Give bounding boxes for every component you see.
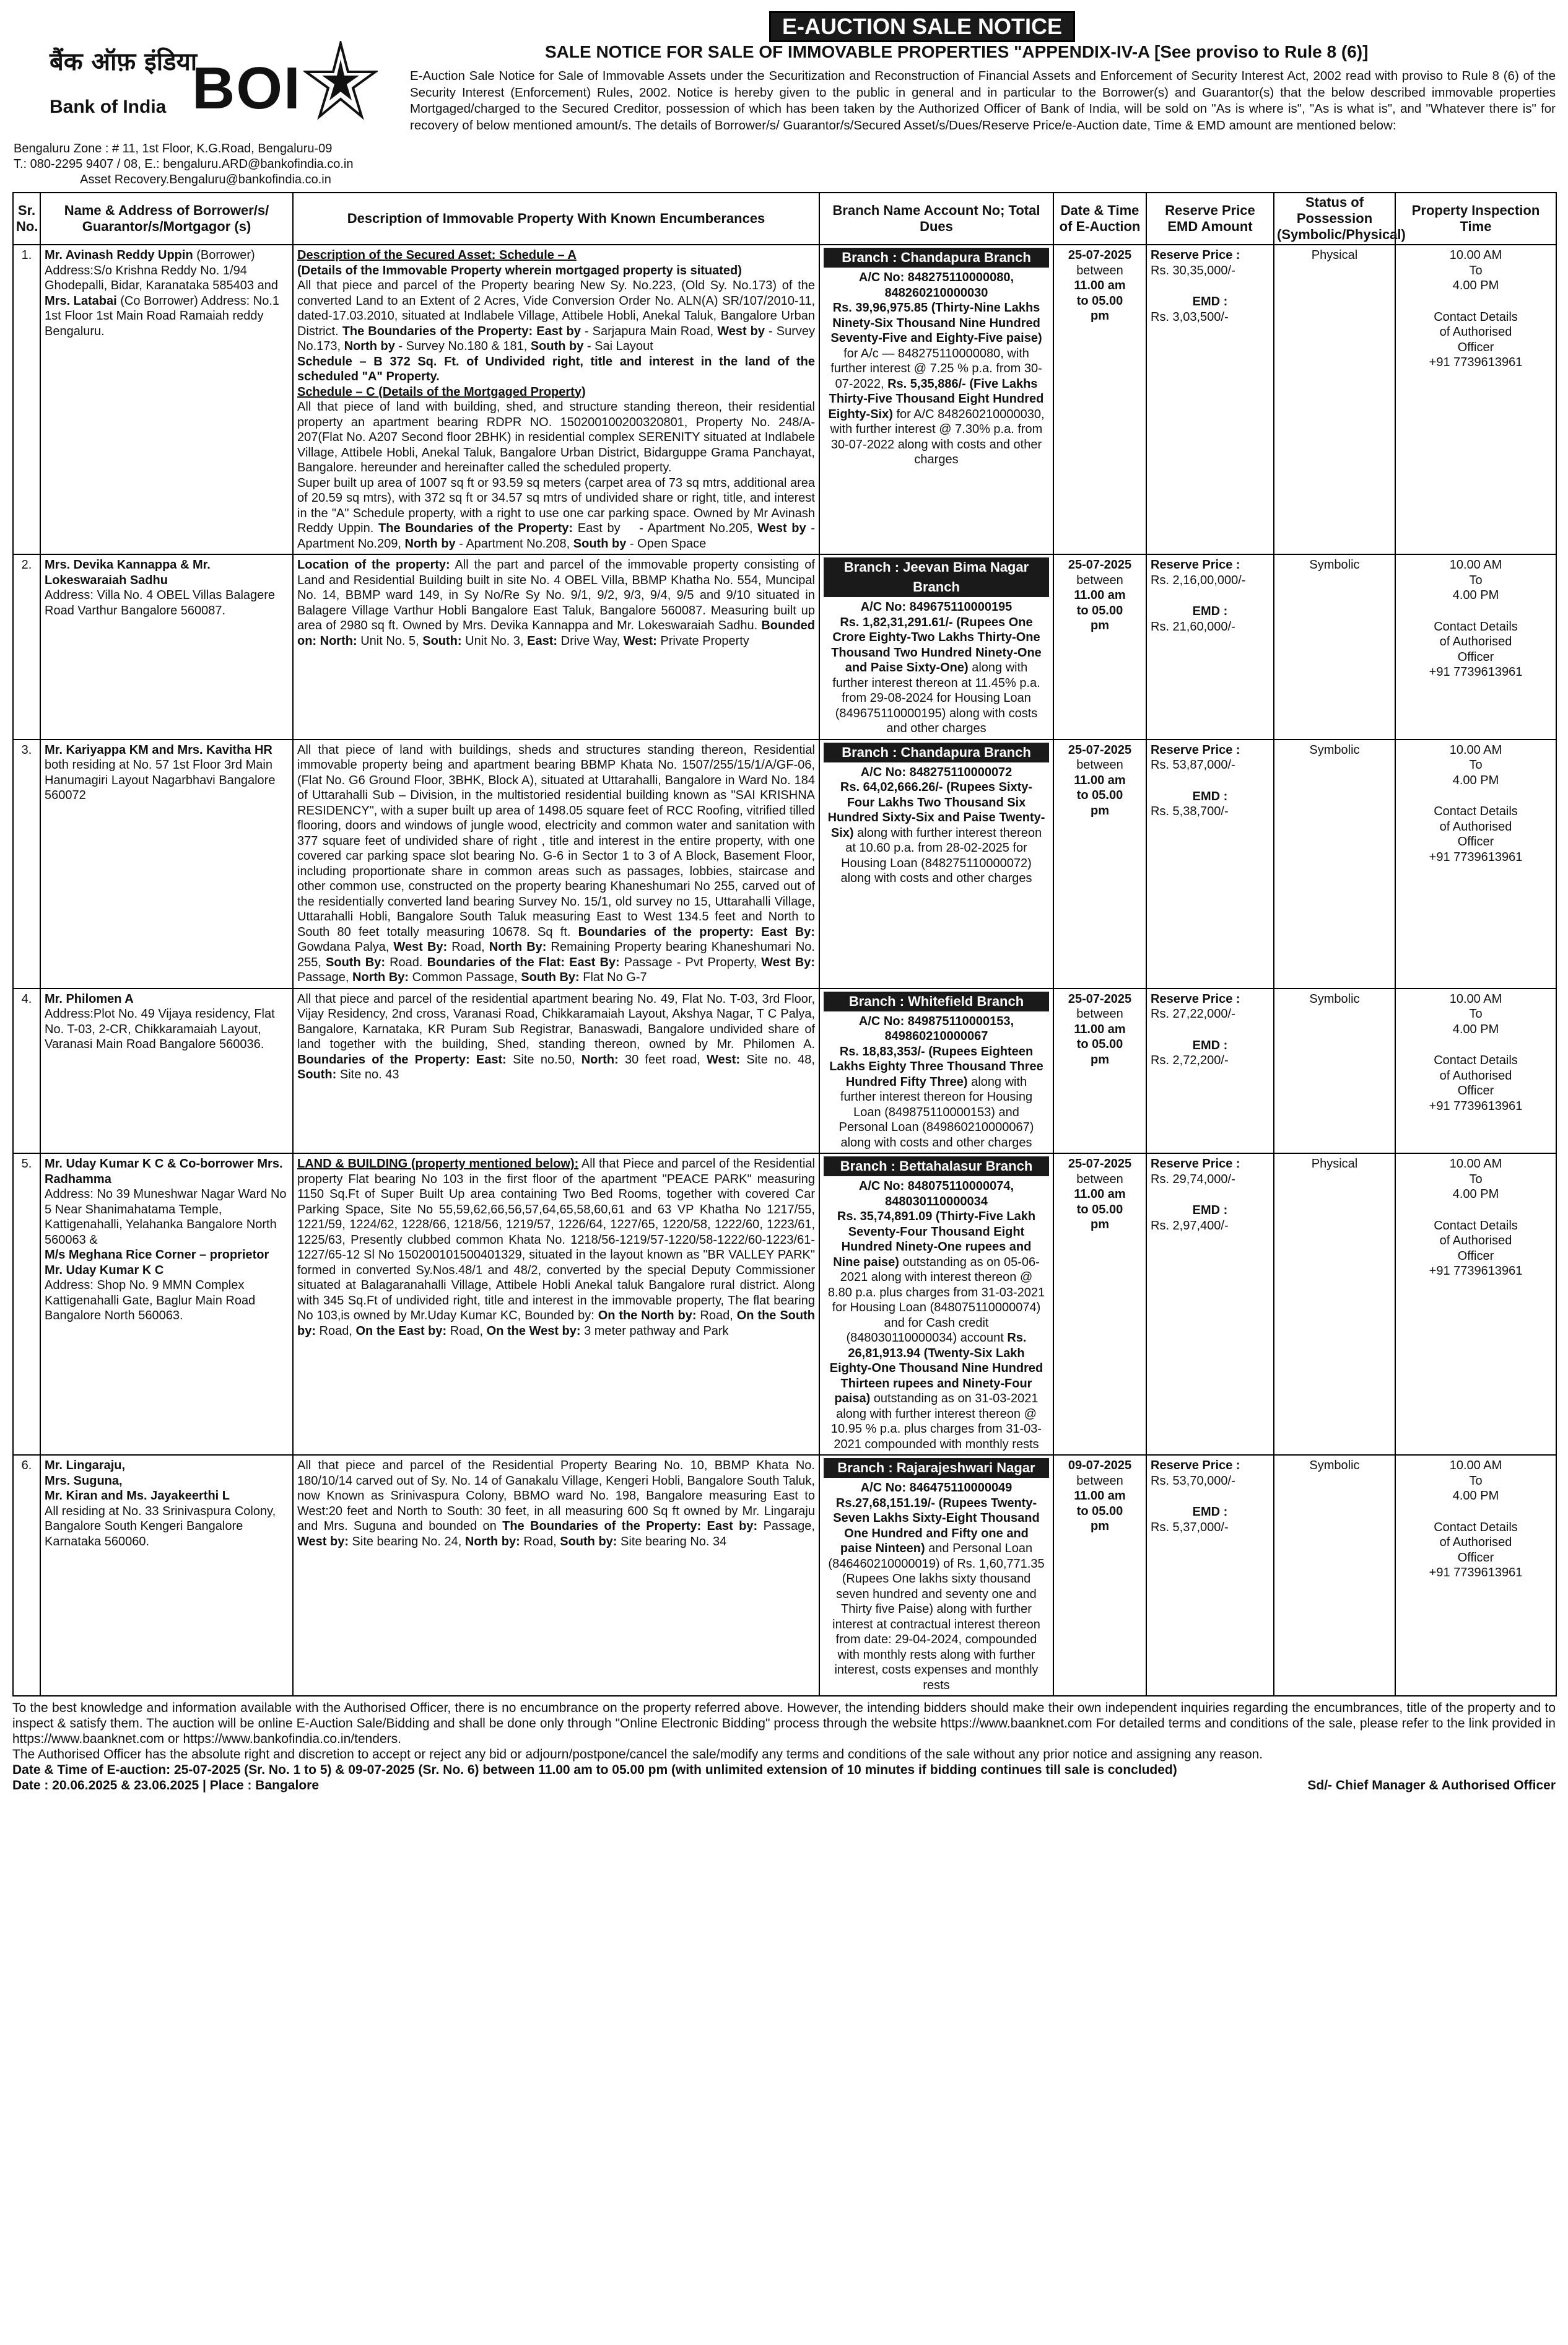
inspection-line: To [1469,1172,1483,1186]
branch-name: Branch : Whitefield Branch [824,992,1049,1011]
property-description: All that piece of land with buildings, sheds and structures standing thereon, Residential immovable property being and apartment bearing BBMP Khata No. 1507/255/15/1/A/GF-06, (Flat No. G6 Ground Floor, 3BHK, Block A), situated at Uttarahalli, Bangalore in Ward No. 184 of Uttarahalli Sub – Division, in the multistoried residential building known as "SAI KRISHNA RESIDENCY", with a super built up area of 1498.05 square feet of RCC Roofing, vitrified tilled flooring, doors and windows of jungle wood, electricity and common water and sanitation with 377 square feet of undivided share of right , title and interest in the entire property, with one covered car parking space slot bearing No. G-6 in Sector 1 to 3 of A Block, Basement Floor, including proportionate share in common areas such as passages, lobbies, staircase and other common use, constructed on the property bearing Khaneshumari No 255, carved out of the residentially converted land bearing Survey No. 15/1, old survey no 15, Uttarahalli Village, Uttarahalli Hobli, Bangalore South Taluk measuring East to West 134.5 feet and North to South 80 feet totally measuring 10678. Sq ft. Boundaries of the property: East By: Gowdana Palya, West By: Road, North By: Remaining Property bearing Khaneshumari No. 255, South By: Road. Boundaries of the Flat: East By: Passage - Pvt Property, West By: Passage, North By: Common Passage, South By: Flat No G-7 [293,740,819,989]
emd-value: Rs. 2,72,200/- [1151,1054,1229,1067]
inspection-time [1395,245,1556,554]
notice-header [12,11,1556,192]
col-date: Date & Time of E-Auction [1053,193,1146,245]
serial-number: 3. [13,740,40,989]
table-row [13,989,1556,1154]
table-header-row [13,193,1556,245]
bank-short-name: BOI [192,55,302,121]
emd-label: EMD : [1192,789,1228,803]
reserve-label: Reserve Price : [1151,248,1240,262]
signature: Sd/- Chief Manager & Authorised Officer [1307,1778,1556,1793]
footer-rights: The Authorised Officer has the absolute right and discretion to accept or reject any bid or adjourn/postpone/cancel the sale/modify any terms and conditions of the sale without any prior notice and assigning any reason. [12,1747,1263,1762]
auction-date: 25-07-2025 between 11.00 am to 05.00 pm [1053,245,1146,554]
table-row [13,1455,1556,1696]
possession-status: Symbolic [1274,740,1395,989]
zone-line: Bengaluru Zone : # 11, 1st Floor, K.G.Road, Bengaluru-09 [14,142,333,155]
inspection-line: To [1469,1007,1483,1021]
emd-label: EMD : [1192,1203,1228,1217]
branch-name: Branch : Bettahalasur Branch [824,1156,1049,1176]
auction-banner: E-AUCTION SALE NOTICE [769,11,1075,42]
contact-line: of Authorised [1439,325,1512,339]
table-row [13,740,1556,989]
borrower-details: Mr. Philomen A Address:Plot No. 49 Vijaya residency, Flat No. T-03, 2-CR, Chikkaramaiah Layout, Varanasi Main Road Bangalore 560036. [40,989,293,1154]
borrower-details: Mr. Lingaraju, Mrs. Suguna, Mr. Kiran and Ms. Jayakeerthi L All residing at No. 33 Srinivaspura Colony, Bangalore South Kengeri Bangalore Karnataka 560060. [40,1455,293,1696]
borrower-details: Mrs. Devika Kannappa & Mr. Lokeswaraiah Sadhu Address: Villa No. 4 OBEL Villas Balagere Road Varthur Bangalore 560087. [40,554,293,740]
contact-line: Contact Details [1434,1054,1518,1067]
possession-status: Symbolic [1274,554,1395,740]
branch-dues [819,554,1053,740]
auction-date: 25-07-2025 between 11.00 am to 05.00 pm [1053,740,1146,989]
branch-dues [819,1455,1053,1696]
contact-line: +91 7739613961 [1429,1566,1523,1579]
emd-label: EMD : [1192,295,1228,308]
inspection-line: 10.00 AM [1449,743,1502,757]
branch-dues [819,740,1053,989]
serial-number: 1. [13,245,40,554]
branch-dues [819,245,1053,554]
table-row [13,554,1556,740]
emd-label: EMD : [1192,1038,1228,1052]
inspection-line: 10.00 AM [1449,1157,1502,1171]
contact-line: Contact Details [1434,805,1518,818]
emd-value: Rs. 5,37,000/- [1151,1520,1229,1534]
inspection-line: To [1469,263,1483,277]
inspection-line: 4.00 PM [1452,279,1499,292]
date-place: Date : 20.06.2025 & 23.06.2025 | Place : Bangalore [12,1778,319,1793]
dues-details: A/C No: 848275110000072 Rs. 64,02,666.26/- (Rupees Sixty-Four Lakhs Two Thousand Six Hundred Sixty-Six and Paise Twenty-Six) along with further interest thereon at 10.60 p.a. from 28-02-2025 for Housing Loan (848275110000072) along with costs and other charges [827,765,1045,885]
zone-line: T.: 080-2295 9407 / 08, E.: bengaluru.ARD@bankofindia.co.in [14,157,354,171]
col-sr: Sr. No. [13,193,40,245]
col-borrower: Name & Address of Borrower/s/ Guarantor/s/Mortgagor (s) [40,193,293,245]
contact-line: Contact Details [1434,1218,1518,1233]
auction-table [12,192,1557,1697]
reserve-label: Reserve Price : [1151,743,1240,757]
zone-line: Asset Recovery.Bengaluru@bankofindia.co.in [80,173,331,186]
branch-name: Branch : Chandapura Branch [824,248,1049,268]
col-possession: Status of Possession (Symbolic/Physical) [1274,193,1395,245]
col-property: Description of Immovable Property With Known Encumberances [293,193,819,245]
reserve-value: Rs. 29,74,000/- [1151,1172,1235,1186]
inspection-time [1395,989,1556,1154]
notice-page [12,11,1556,1793]
auction-date: 25-07-2025 between 11.00 am to 05.00 pm [1053,1153,1146,1455]
table-body [13,245,1556,1696]
reserve-emd [1146,1153,1274,1455]
dues-details: A/C No: 848075110000074, 848030110000034 Rs. 35,74,891.09 (Thirty-Five Lakh Seventy-Four Thousand Eight Hundred Ninety-One rupees and Nine paise) outstanding as on 05-06-2021 along with interest thereon @ 8.80 p.a. plus charges from 31-03-2021 for Housing Loan (848075110000074) and for Cash credit (848030110000034) account Rs. 26,81,913.94 (Twenty-Six Lakh Eighty-One Thousand Nine Hundred Thirteen rupees and Ninety-Four paisa) outstanding as on 31-03-2021 along with further interest thereon @ 10.95 % p.a. plus charges from 31-03-2021 compounded with monthly rests [827,1179,1045,1451]
table-row [13,1153,1556,1455]
contact-line: Contact Details [1434,1520,1518,1534]
contact-line: Officer [1457,1249,1494,1263]
zone-address [14,141,398,188]
property-description: LAND & BUILDING (property mentioned below): All that Piece and parcel of the Residential property Flat bearing No 103 in the first floor of the apartment "PEACE PARK" measuring 1150 Sq.Ft of Super Built Up area containing Two Bed Rooms, together with covered Car Parking Space, Site No 55,59,62,66,56,57,64,65,58,60,61 and 63 VP Khatha No 1217/55, 1221/59, 1224/62, 1228/66, 1218/56, 1219/57, 1226/64, 1227/65, 1220/58, 1222/60, 1223/61, 1225/63, Presently clubbed common Khata No. 1218/56-1219/57-1220/58-1222/60-1223/61-1227/65-12 Sl No 150200101500401329, situated in the layout known as "BR VALLEY PARK" formed in converted Sy.Nos.48/1 and 48/2, converted by the special Deputy Commissioner situated at Balagaranahalli Village, Attibele Hobli Anekal taluk Bangalore rural district. Along with 345 Sq.Ft of undivided right, title and interest in the immovable property, The flat bearing No 103,is owned by Mr.Uday Kumar KC, Bounded by: On the North by: Road, On the South by: Road, On the East by: Road, On the West by: 3 meter pathway and Park [293,1153,819,1455]
inspection-line: 10.00 AM [1449,992,1502,1006]
serial-number: 6. [13,1455,40,1696]
notice-intro: E-Auction Sale Notice for Sale of Immovable Assets under the Securitization and Reconstruction of Financial Assets and Enforcement of Security Interest Act, 2002 read with proviso to Rule 8 (6) of the Security Interest (Enforcement) Rules, 2002. Notice is hereby given to the public in general and in particular to the Borrower(s) and Guarantor(s) that the below described immovable properties Mortgaged/charged to the Secured Creditor, possession of which has been taken by the Authorized Officer of Bank of India, will be sold on "As is where is", "As is what is", and "Whatever there is" for recovery of below mentioned amount/s. The details of Borrower/s/ Guarantor/s/Secured Asset/s/Dues/Reserve Price/e-Auction date, Time & EMD amount are mentioned below: [410,69,1556,133]
reserve-emd [1146,740,1274,989]
auction-date: 09-07-2025 between 11.00 am to 05.00 pm [1053,1455,1146,1696]
contact-line: of Authorised [1439,1535,1512,1549]
col-inspection: Property Inspection Time [1395,193,1556,245]
footer-signature-row [12,1778,1556,1793]
contact-line: Officer [1457,1084,1494,1098]
branch-dues [819,1153,1053,1455]
inspection-line: 10.00 AM [1449,1459,1502,1472]
inspection-line: To [1469,1474,1483,1488]
borrower-details: Mr. Kariyappa KM and Mrs. Kavitha HR both residing at No. 57 1st Floor 3rd Main Hanumagiri Layout Nagarbhavi Bangalore 560072 [40,740,293,989]
branch-name: Branch : Rajarajeshwari Nagar [824,1458,1049,1478]
inspection-time [1395,1455,1556,1696]
reserve-emd [1146,989,1274,1154]
possession-status: Physical [1274,245,1395,554]
inspection-time [1395,740,1556,989]
serial-number: 2. [13,554,40,740]
property-description: All that piece and parcel of the residential apartment bearing No. 49, Flat No. T-03, 3rd Floor, Vijay Residency, 2nd cross, Varanasi Road, Chikkaramaiah Layout, Akshya Nagar, T C Palya, Bangalore, Karnataka, KR Puram Sub Registrar, Banaswadi, Bangalore undivided share of land together with the building, Shed, standing thereon, owned by Mr. Philomen A. Boundaries of the Property: East: Site no.50, North: 30 feet road, West: Site no. 48, South: Site no. 43 [293,989,819,1154]
reserve-value: Rs. 30,35,000/- [1151,263,1235,277]
emd-value: Rs. 21,60,000/- [1151,619,1235,634]
inspection-line: To [1469,573,1483,587]
reserve-emd [1146,245,1274,554]
branch-name: Branch : Chandapura Branch [824,743,1049,762]
notice-subtitle: SALE NOTICE FOR SALE OF IMMOVABLE PROPERTIES "APPENDIX-IV-A [See proviso to Rule 8 (6)] [545,42,1369,61]
contact-line: of Authorised [1439,1068,1512,1083]
contact-line: Officer [1457,340,1494,354]
dues-details: A/C No: 849875110000153, 849860210000067 Rs. 18,83,353/- (Rupees Eighteen Lakhs Eighty Three Thousand Three Hundred Fifty Three) along with further interest thereon for Housing Loan (849875110000153) and Personal Loan (849860210000067) along with costs and other charges [829,1014,1043,1150]
bank-name-hindi: बैंक ऑफ़ इंडिया [50,48,198,76]
inspection-line: 10.00 AM [1449,248,1502,262]
col-branch: Branch Name Account No; Total Dues [819,193,1053,245]
emd-value: Rs. 2,97,400/- [1151,1218,1229,1233]
emd-label: EMD : [1192,1505,1228,1519]
reserve-label: Reserve Price : [1151,1459,1240,1472]
inspection-line: 4.00 PM [1452,1187,1499,1201]
col-reserve: Reserve Price EMD Amount [1146,193,1274,245]
notice-footer [12,1700,1556,1793]
serial-number: 4. [13,989,40,1154]
borrower-details: Mr. Avinash Reddy Uppin (Borrower) Address:S/o Krishna Reddy No. 1/94 Ghodepalli, Bidar, Karanataka 585403 and Mrs. Latabai (Co Borrower) Address: No.1 1st Floor 1st Main Road Ramaiah reddy Bengaluru. [40,245,293,554]
footer-auction-time: Date & Time of E-auction: 25-07-2025 (Sr. No. 1 to 5) & 09-07-2025 (Sr. No. 6) between 11.00 am to 05.00 pm (with unlimited extension of 10 minutes if bidding continues till sale is concluded) [12,1763,1177,1777]
dues-details: A/C No: 849675110000195 Rs. 1,82,31,291.61/- (Rupees One Crore Eighty-Two Lakhs Thirty-One Thousand Two Hundred Ninety-One and Paise Sixty-One) along with further interest thereon at 11.45% p.a. from 29-08-2024 for Housing Loan (849675110000195) along with costs and other charges [831,600,1042,735]
inspection-line: 4.00 PM [1452,773,1499,787]
inspection-time [1395,1153,1556,1455]
possession-status: Symbolic [1274,989,1395,1154]
borrower-details: Mr. Uday Kumar K C & Co-borrower Mrs. Radhamma Address: No 39 Muneshwar Nagar Ward No 5 Near Shanimahatama Temple, Kattigenahalli, Yelahanka Bangalore North 560063 & M/s Meghana Rice Corner – proprietor Mr. Uday Kumar K C Address: Shop No. 9 MMN Complex Kattigenahalli Gate, Baglur Main Road Bangalore North 560063. [40,1153,293,1455]
contact-line: Contact Details [1434,310,1518,324]
reserve-value: Rs. 53,70,000/- [1151,1474,1235,1488]
contact-line: of Authorised [1439,1234,1512,1247]
dues-details: A/C No: 846475110000049 Rs.27,68,151.19/- (Rupees Twenty-Seven Lakhs Sixty-Eight Thousand One Hundred and Fifty one and paise Ninteen) and Personal Loan (846460210000019) of Rs. 1,60,771.35 (Rupees One lakhs sixty thousand seven hundred and seventy one and Thirty five Paise) along with further interest at contractual interest thereon from date: 29-04-2024, compounded with monthly rests along with further interest, costs expenses and monthly rests [828,1481,1045,1692]
contact-line: of Authorised [1439,819,1512,834]
contact-line: Officer [1457,650,1494,664]
reserve-emd [1146,554,1274,740]
auction-date: 25-07-2025 between 11.00 am to 05.00 pm [1053,554,1146,740]
auction-date: 25-07-2025 between 11.00 am to 05.00 pm [1053,989,1146,1154]
dues-details: A/C No: 848275110000080, 848260210000030 Rs. 39,96,975.85 (Thirty-Nine Lakhs Ninety-Six Thousand Nine Hundred Seventy-Five and Eighty-Five paise) for A/c — 848275110000080, with further interest @ 7.25 % p.a. from 30-07-2022, Rs. 5,35,886/- (Five Lakhs Thirty-Five Thousand Eight Hundred Eighty-Six) for A/C 848260210000030, with further interest @ 7.30% p.a. from 30-07-2022 along with costs and other charges [828,271,1045,466]
footer-disclaimer: To the best knowledge and information available with the Authorised Officer, there is no encumbrance on the property referred above. However, the intending bidders should make their own independent inquiries regarding the encumbrances, title of the property and to inspect & satisfy them. The auction will be online E-Auction Sale/Bidding and shall be done only through "Online Electronic Bidding" process through the website https://www.baanknet.com For detailed terms and conditions of the sale, please refer to the link provided in https://www.baanknet.com or https://www.bankofindia.co.in/tenders. [12,1701,1556,1746]
reserve-value: Rs. 2,16,00,000/- [1151,573,1246,587]
table-row [13,245,1556,554]
bank-name-english: Bank of India [50,97,167,117]
property-description: All that piece and parcel of the Residential Property Bearing No. 10, BBMP Khata No. 180/10/14 carved out of Sy. No. 14 of Ganakalu Village, Kengeri Hobli, Bangalore South Taluk, now Known as Srinivaspura Colony, BBMO ward No. 198, Bangalore measuring East to West:20 feet and North to South: 30 feet, in all measuring 600 Sq ft owned by Mr. Lingaraju and Mrs. Suguna and bounded on The Boundaries of the Property: East by: Passage, West by: Site bearing No. 24, North by: Road, South by: Site bearing No. 34 [293,1455,819,1696]
contact-line: Contact Details [1434,619,1518,634]
serial-number: 5. [13,1153,40,1455]
emd-label: EMD : [1192,605,1228,618]
emd-value: Rs. 3,03,500/- [1151,310,1229,324]
inspection-line: To [1469,758,1483,772]
possession-status: Symbolic [1274,1455,1395,1696]
inspection-time [1395,554,1556,740]
contact-line: +91 7739613961 [1429,665,1523,679]
possession-status: Physical [1274,1153,1395,1455]
inspection-line: 4.00 PM [1452,1022,1499,1036]
branch-name: Branch : Jeevan Bima Nagar Branch [824,557,1049,597]
emd-value: Rs. 5,38,700/- [1151,805,1229,818]
contact-line: +91 7739613961 [1429,850,1523,864]
property-description: Location of the property: All the part and parcel of the immovable property consisting of Land and Residential Building built in site No. 4 OBEL Villa, BBMP Khatha No. 554, Muncipal No. 14, BBMP ward 149, in Sy No/Re Sy No. 9/1, 9/2, 9/3, 9/4, 9/5 and 9/10 situated in Balagere Village Varthur Hobli Bangalore East Taluk, Bangalore 560087. Measuring built up area of 2980 sq ft. Owned by Mrs. Devika Kannappa and Mr. Lokeswaraiah Sadhu. Bounded on: North: Unit No. 5, South: Unit No. 3, East: Drive Way, West: Private Property [293,554,819,740]
star-logo-icon [303,41,378,121]
contact-line: of Authorised [1439,635,1512,648]
reserve-label: Reserve Price : [1151,558,1240,572]
contact-line: +91 7739613961 [1429,1099,1523,1113]
bank-logo [12,30,384,192]
reserve-value: Rs. 27,22,000/- [1151,1007,1235,1021]
contact-line: +91 7739613961 [1429,1264,1523,1278]
inspection-line: 4.00 PM [1452,1489,1499,1503]
inspection-line: 4.00 PM [1452,588,1499,602]
contact-line: Officer [1457,835,1494,849]
branch-dues [819,989,1053,1154]
reserve-label: Reserve Price : [1151,992,1240,1006]
contact-line: +91 7739613961 [1429,356,1523,369]
property-description: Description of the Secured Asset: Schedule – A (Details of the Immovable Property wherein mortgaged property is situated) All that piece and parcel of the Property bearing New Sy. No.223, (Old Sy. No.173) of the converted Land to an Extent of 2 Acres, Vide Conversion Order No. ALN(A) SR/107/2010-11, dated-17.03.2010, situated at Indlabele Village, Attibele Hobli, Anekal Taluk, Bangalore Urban District. The Boundaries of the Property: East by - Sarjapura Main Road, West by - Survey No.173, North by - Survey No.180 & 181, South by - Sai Layout Schedule – B 372 Sq. Ft. of Undivided right, title and interest in the land of the scheduled "A" Property. Schedule – C (Details of the Mortgaged Property) All that piece of land with building, shed, and structure standing thereon, their residential property an apartment bearing RDPR NO. 150200100200320801, Property No. 248/A-207(Flat No. A207 Second floor 2BHK) in residential complex SERENITY situated at Indlabele Village, Attibele Hobli, Anekal Taluk, Bangalore Urban District, Bidarguppe Grama Panchayat, Bangalore. hereunder and hereinafter called the scheduled property. Super built up area of 1007 sq ft or 93.59 sq meters (carpet area of 73 sq mtrs, additional area of 20.59 sq mtrs), with 372 sq ft or 34.57 sq mtrs of undivided share or right, title, and interest in the "A" Schedule property, with a right to use one car parking space. Owned by Mr Avinash Reddy Uppin. The Boundaries of the Property: East by - Apartment No.205, West by - Apartment No.209, North by - Apartment No.208, South by - Open Space [293,245,819,554]
reserve-value: Rs. 53,87,000/- [1151,758,1235,772]
reserve-emd [1146,1455,1274,1696]
contact-line: Officer [1457,1550,1494,1565]
inspection-line: 10.00 AM [1449,558,1502,572]
reserve-label: Reserve Price : [1151,1157,1240,1171]
